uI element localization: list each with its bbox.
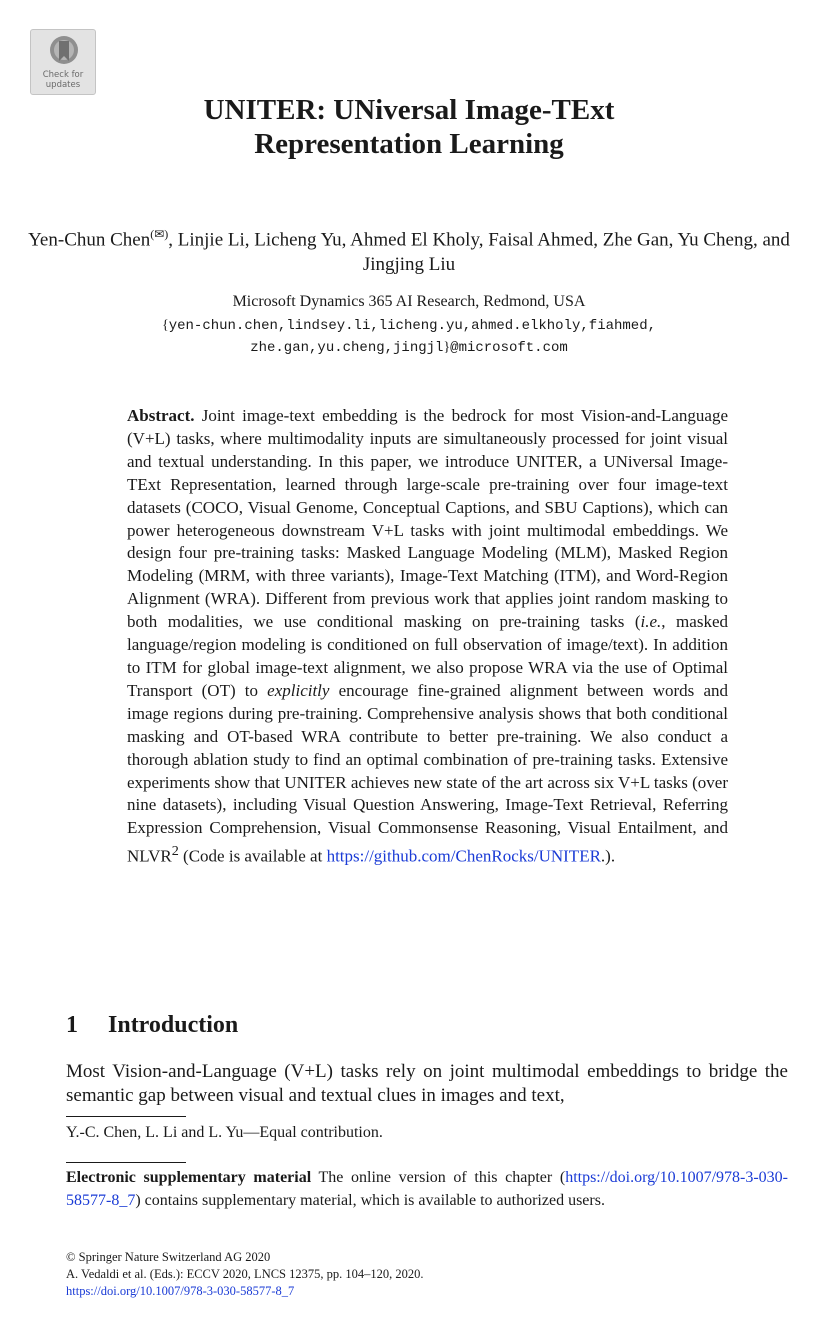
abstract-text-4: (Code is available at xyxy=(178,846,327,866)
section-number: 1 xyxy=(66,1012,78,1038)
supplementary-link[interactable]: https://doi.org/10.1007/978-3-030-58577-8_7 xyxy=(66,1169,788,1209)
abstract-ie: i.e. xyxy=(640,612,662,632)
section-heading xyxy=(66,1010,238,1040)
doi-link[interactable]: https://doi.org/10.1007/978-3-030-58577-8_7 xyxy=(66,1284,295,1298)
email-line-2: zhe.gan,yu.cheng,jingjl xyxy=(250,340,444,356)
email-close-brace: } xyxy=(443,340,451,355)
code-link[interactable]: https://github.com/ChenRocks/UNITER xyxy=(326,846,601,866)
supplementary-rule xyxy=(66,1162,186,1163)
title-line-1: UNITER: UNiversal Image-TExt xyxy=(203,94,615,126)
section-title: Introduction xyxy=(108,1012,239,1038)
abstract-text-5: .). xyxy=(600,846,616,866)
abstract-text-1: Joint image-text embedding is the bedrock for most Vision-and-Language (V+L) tasks, where multimodality inputs are simultaneously processed for joint visual and textual understanding. In this paper, we introduce UNITER, a UNiversal Image-TExt Representation, learned through large-scale pre-training over four image-text datasets (COCO, Visual Genome, Conceptual Captions, and SBU Captions), which can power heterogeneous downstream V+L tasks with joint multimodal embeddings. We design four pre-training tasks: Masked Language Modeling (MLM), Masked Region Modeling (MRM, with three variants), Image-Text Matching (ITM), and Word-Region Alignment (WRA). Different from previous work that applies joint random masking to both modalities, we use conditional masking on pre-training tasks ( xyxy=(127,406,728,632)
abstract-label: Abstract. xyxy=(127,406,195,425)
abstract-text-2: , masked language/region modeling is conditioned on full observation of image/text). In addition to ITM for global image-text alignment, we also propose WRA via the use of Optimal Transport (OT) to xyxy=(127,612,728,700)
copyright-line: © Springer Nature Switzerland AG 2020 xyxy=(66,1250,271,1264)
author-list xyxy=(0,222,818,277)
abstract xyxy=(127,405,728,869)
email-domain: @microsoft.com xyxy=(450,340,568,356)
intro-paragraph: Most Vision-and-Language (V+L) tasks rely on joint multimodal embeddings to bridge the semantic gap between visual and textual clues in images and text, xyxy=(66,1061,788,1106)
email-open-brace: { xyxy=(161,318,169,333)
co-authors: , Linjie Li, Licheng Yu, Ahmed El Kholy, Faisal Ahmed, Zhe Gan, Yu Cheng, and Jingjing Liu xyxy=(168,229,790,276)
title-line-2: Representation Learning xyxy=(254,128,564,160)
corresponding-marker: (✉) xyxy=(150,227,169,241)
bookmark-ribbon-icon xyxy=(48,35,80,69)
author-emails xyxy=(0,315,818,359)
abstract-explicitly: explicitly xyxy=(267,680,330,700)
check-for-updates-badge[interactable] xyxy=(30,29,96,95)
abstract-text-3: encourage fine-grained alignment between words and image regions during pre-training. Comprehensive analysis shows that both conditional masking and OT-based WRA contribute to better pre-training. We also conduct a thorough ablation study to find an optimal combination of pre-training tasks. Extensive experiments show that UNITER achieves new state of the art across six V+L tasks (over nine datasets), including Visual Question Answering, Image-Text Retrieval, Referring Expression Comprehension, Visual Commonsense Reasoning, Visual Entailment, and NLVR xyxy=(127,680,728,866)
supplementary-text-2: ) contains supplementary material, which is available to authorized users. xyxy=(135,1191,605,1209)
equal-contribution-note: Y.-C. Chen, L. Li and L. Yu—Equal contribution. xyxy=(66,1124,383,1141)
supplementary-label: Electronic supplementary material xyxy=(66,1169,312,1186)
publication-footer xyxy=(66,1249,424,1300)
badge-label: Check for updates xyxy=(42,70,84,90)
supplementary-text-1: The online version of this chapter ( xyxy=(311,1169,566,1186)
email-line-1: yen-chun.chen,lindsey.li,licheng.yu,ahmed.elkholy,fiahmed, xyxy=(168,318,656,334)
supplementary-note xyxy=(66,1167,788,1212)
nlvr-superscript: 2 xyxy=(171,843,179,860)
corresponding-author: Yen-Chun Chen xyxy=(28,229,151,251)
paper-title xyxy=(0,93,818,161)
affiliation: Microsoft Dynamics 365 AI Research, Redmond, USA xyxy=(232,293,586,310)
footnote-rule xyxy=(66,1116,186,1117)
citation-line: A. Vedaldi et al. (Eds.): ECCV 2020, LNCS 12375, pp. 104–120, 2020. xyxy=(66,1267,424,1281)
